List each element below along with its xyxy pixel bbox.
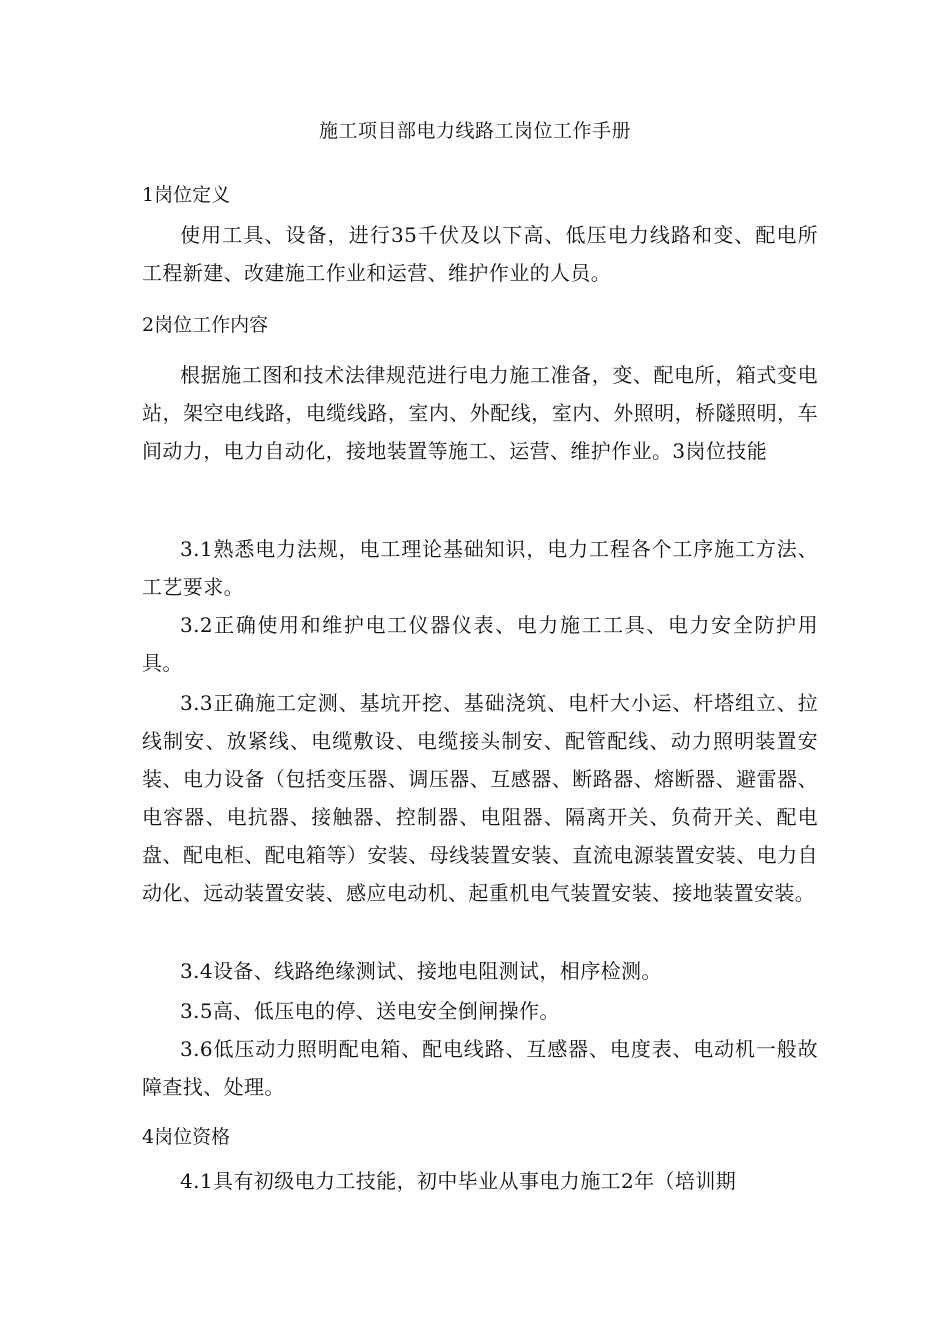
list-item-3-2: 3.2正确使用和维护电工仪器仪表、电力施工工具、电力安全防护用具。 (142, 613, 818, 675)
list-item-3-3: 3.3正确施工定测、基坑开挖、基础浇筑、电杆大小运、杆塔组立、拉线制安、放紧线、电缆敷设、电缆接头制安、配管配线、动力照明装置安装、电力设备（包括变压器、调压器、互感器、断路器、熔断器、避雷器、电容器、电抗器、接触器、控制器、电阻器、隔离开关、负荷开关、配电盘、配电柜、配电箱等）安装、母线装置安装、直流电源装置安装、电力自动化、远动装置安装、感应电动机、起重机电气装置安装、接地装置安装。 (142, 691, 818, 905)
section-2-paragraph: 根据施工图和技术法律规范进行电力施工准备，变、配电所，箱式变电站，架空电线路，电缆线路，室内、外配线，室内、外照明，桥隧照明，车间动力，电力自动化，接地装置等施工、运营、维护作业。3岗位技能 (142, 363, 818, 463)
section-heading-4: 4岗位资格 (142, 1126, 231, 1148)
document-title: 施工项目部电力线路工岗位工作手册 (318, 120, 631, 142)
list-item-3-5: 3.5高、低压电的停、送电安全倒闸操作。 (180, 999, 560, 1023)
section-heading-1: 1岗位定义 (142, 184, 231, 206)
list-item-3-6: 3.6低压动力照明配电箱、配电线路、互感器、电度表、电动机一般故障查找、处理。 (142, 1037, 818, 1099)
section-heading-2: 2岗位工作内容 (142, 314, 269, 336)
list-item-3-4: 3.4设备、线路绝缘测试、接地电阻测试，相序检测。 (180, 959, 662, 983)
list-item-3-1: 3.1熟悉电力法规，电工理论基础知识，电力工程各个工序施工方法、工艺要求。 (142, 537, 818, 599)
section-1-paragraph: 使用工具、设备，进行35千伏及以下高、低压电力线路和变、配电所工程新建、改建施工作业和运营、维护作业的人员。 (142, 223, 818, 285)
list-item-4-1: 4.1具有初级电力工技能，初中毕业从事电力施工2年（培训期 (180, 1169, 737, 1193)
